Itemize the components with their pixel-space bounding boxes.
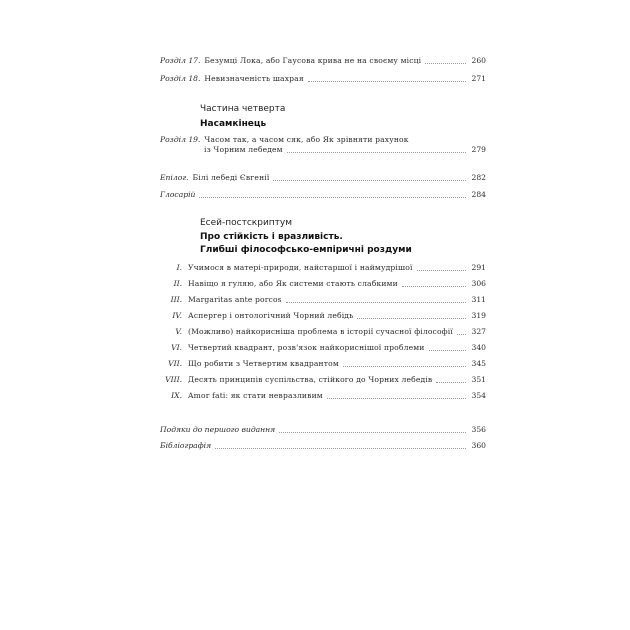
chapter-label: Глосарій (160, 190, 196, 199)
table-of-contents (160, 52, 486, 451)
essay-entry-title: Amor fati: як стати невразливим (188, 391, 323, 400)
chapter-label: Епілог. (160, 173, 189, 182)
essay-title-line-1: Про стійкість і вразливість. (200, 232, 343, 242)
essay-entry-title: Аспергер і онтологічний Чорний лебідь (188, 311, 354, 320)
toc-entry (160, 56, 486, 66)
chapter-title: Білі лебеді Євгенії (192, 173, 270, 182)
chapter-label: Розділ 18. (160, 74, 201, 83)
page-number: 306 (471, 279, 486, 288)
chapter-label: Бібліографія (160, 441, 212, 450)
page-number: 360 (471, 441, 486, 450)
toc-entry (160, 359, 486, 369)
toc-entry (160, 263, 486, 273)
roman-numeral: VII. (168, 359, 182, 368)
toc-entry (160, 375, 486, 385)
dot-leader (308, 81, 466, 82)
chapter-title: Безумці Лока, або Гаусова крива не на своєму місці (204, 56, 422, 65)
essay-entry-title: Margaritas ante porcos (188, 295, 282, 304)
chapter-label: Розділ 19. (160, 135, 201, 144)
page-number: 354 (471, 391, 486, 400)
dot-leader (417, 270, 466, 271)
roman-numeral: IX. (171, 391, 182, 400)
toc-entry (160, 190, 486, 200)
dot-leader (199, 197, 466, 198)
chapter-title: Часом так, а часом сяк, або Як зрівняти рахунок (204, 135, 409, 144)
part-label: Частина четверта (200, 104, 286, 114)
toc-entry (160, 327, 486, 337)
page-number: 284 (471, 190, 486, 199)
essay-entry-title: Десять принципів суспільства, стійкого до Чорних лебедів (188, 375, 433, 384)
dot-leader (279, 432, 466, 433)
page-number: 345 (471, 359, 486, 368)
essay-label: Есей-постскриптум (200, 218, 293, 228)
dot-leader (429, 350, 467, 351)
essay-entry-title: Навіщо я гуляю, або Як системи стають слабкими (188, 279, 398, 288)
dot-leader (343, 366, 466, 367)
roman-numeral: V. (175, 327, 182, 336)
dot-leader (215, 448, 466, 449)
page-number: 291 (471, 263, 486, 272)
essay-entry-title: Четвертий квадрант, розв'язок найкориснішої проблеми (188, 343, 425, 352)
page-number: 356 (471, 425, 486, 434)
page-number: 351 (471, 375, 486, 384)
toc-entry (160, 135, 486, 155)
page-number: 271 (471, 74, 486, 83)
page-number: 319 (471, 311, 486, 320)
roman-numeral: IV. (172, 311, 182, 320)
chapter-line-2 (160, 145, 486, 155)
essay-title-line-2: Глибші філософсько-емпіричні роздуми (200, 245, 412, 255)
dot-leader (327, 398, 466, 399)
part-heading (200, 104, 486, 131)
toc-entry (160, 279, 486, 289)
chapter-title: Невизначеність шахрая (204, 74, 304, 83)
dot-leader (287, 152, 466, 153)
dot-leader (286, 302, 466, 303)
roman-numeral: VI. (171, 343, 182, 352)
toc-entry (160, 173, 486, 183)
dot-leader (402, 286, 466, 287)
essay-entry-title: Що робити з Четвертим квадрантом (188, 359, 339, 368)
toc-entry (160, 343, 486, 353)
roman-numeral: II. (173, 279, 182, 288)
toc-entry (160, 295, 486, 305)
roman-numeral: I. (176, 263, 182, 272)
essay-entry-title: (Можливо) найкорисніша проблема в історії сучасної філософії (188, 327, 453, 336)
page-number: 311 (471, 295, 486, 304)
dot-leader (436, 382, 466, 383)
dot-leader (357, 318, 466, 319)
essay-heading (200, 218, 486, 257)
page-number: 340 (471, 343, 486, 352)
dot-leader (457, 334, 466, 335)
roman-numeral: VIII. (165, 375, 182, 384)
chapter-label: Подяки до першого видання (160, 425, 276, 434)
chapter-line-1 (160, 135, 486, 145)
page-number: 282 (471, 173, 486, 182)
toc-entry (160, 441, 486, 451)
toc-entry (160, 311, 486, 321)
page-number: 279 (471, 145, 486, 154)
toc-entry (160, 391, 486, 401)
page-number: 260 (471, 56, 486, 65)
essay-entry-title: Учимося в матері-природи, найстаршої і наймудрішої (188, 263, 413, 272)
toc-entry (160, 425, 486, 435)
part-title: Насамкінець (200, 119, 267, 129)
dot-leader (425, 63, 466, 64)
roman-numeral: III. (170, 295, 182, 304)
dot-leader (273, 180, 466, 181)
chapter-label: Розділ 17. (160, 56, 201, 65)
toc-entry (160, 74, 486, 84)
essay-entries (160, 263, 486, 401)
chapter-title-continued: із Чорним лебедем (204, 145, 283, 154)
page-number: 327 (471, 327, 486, 336)
